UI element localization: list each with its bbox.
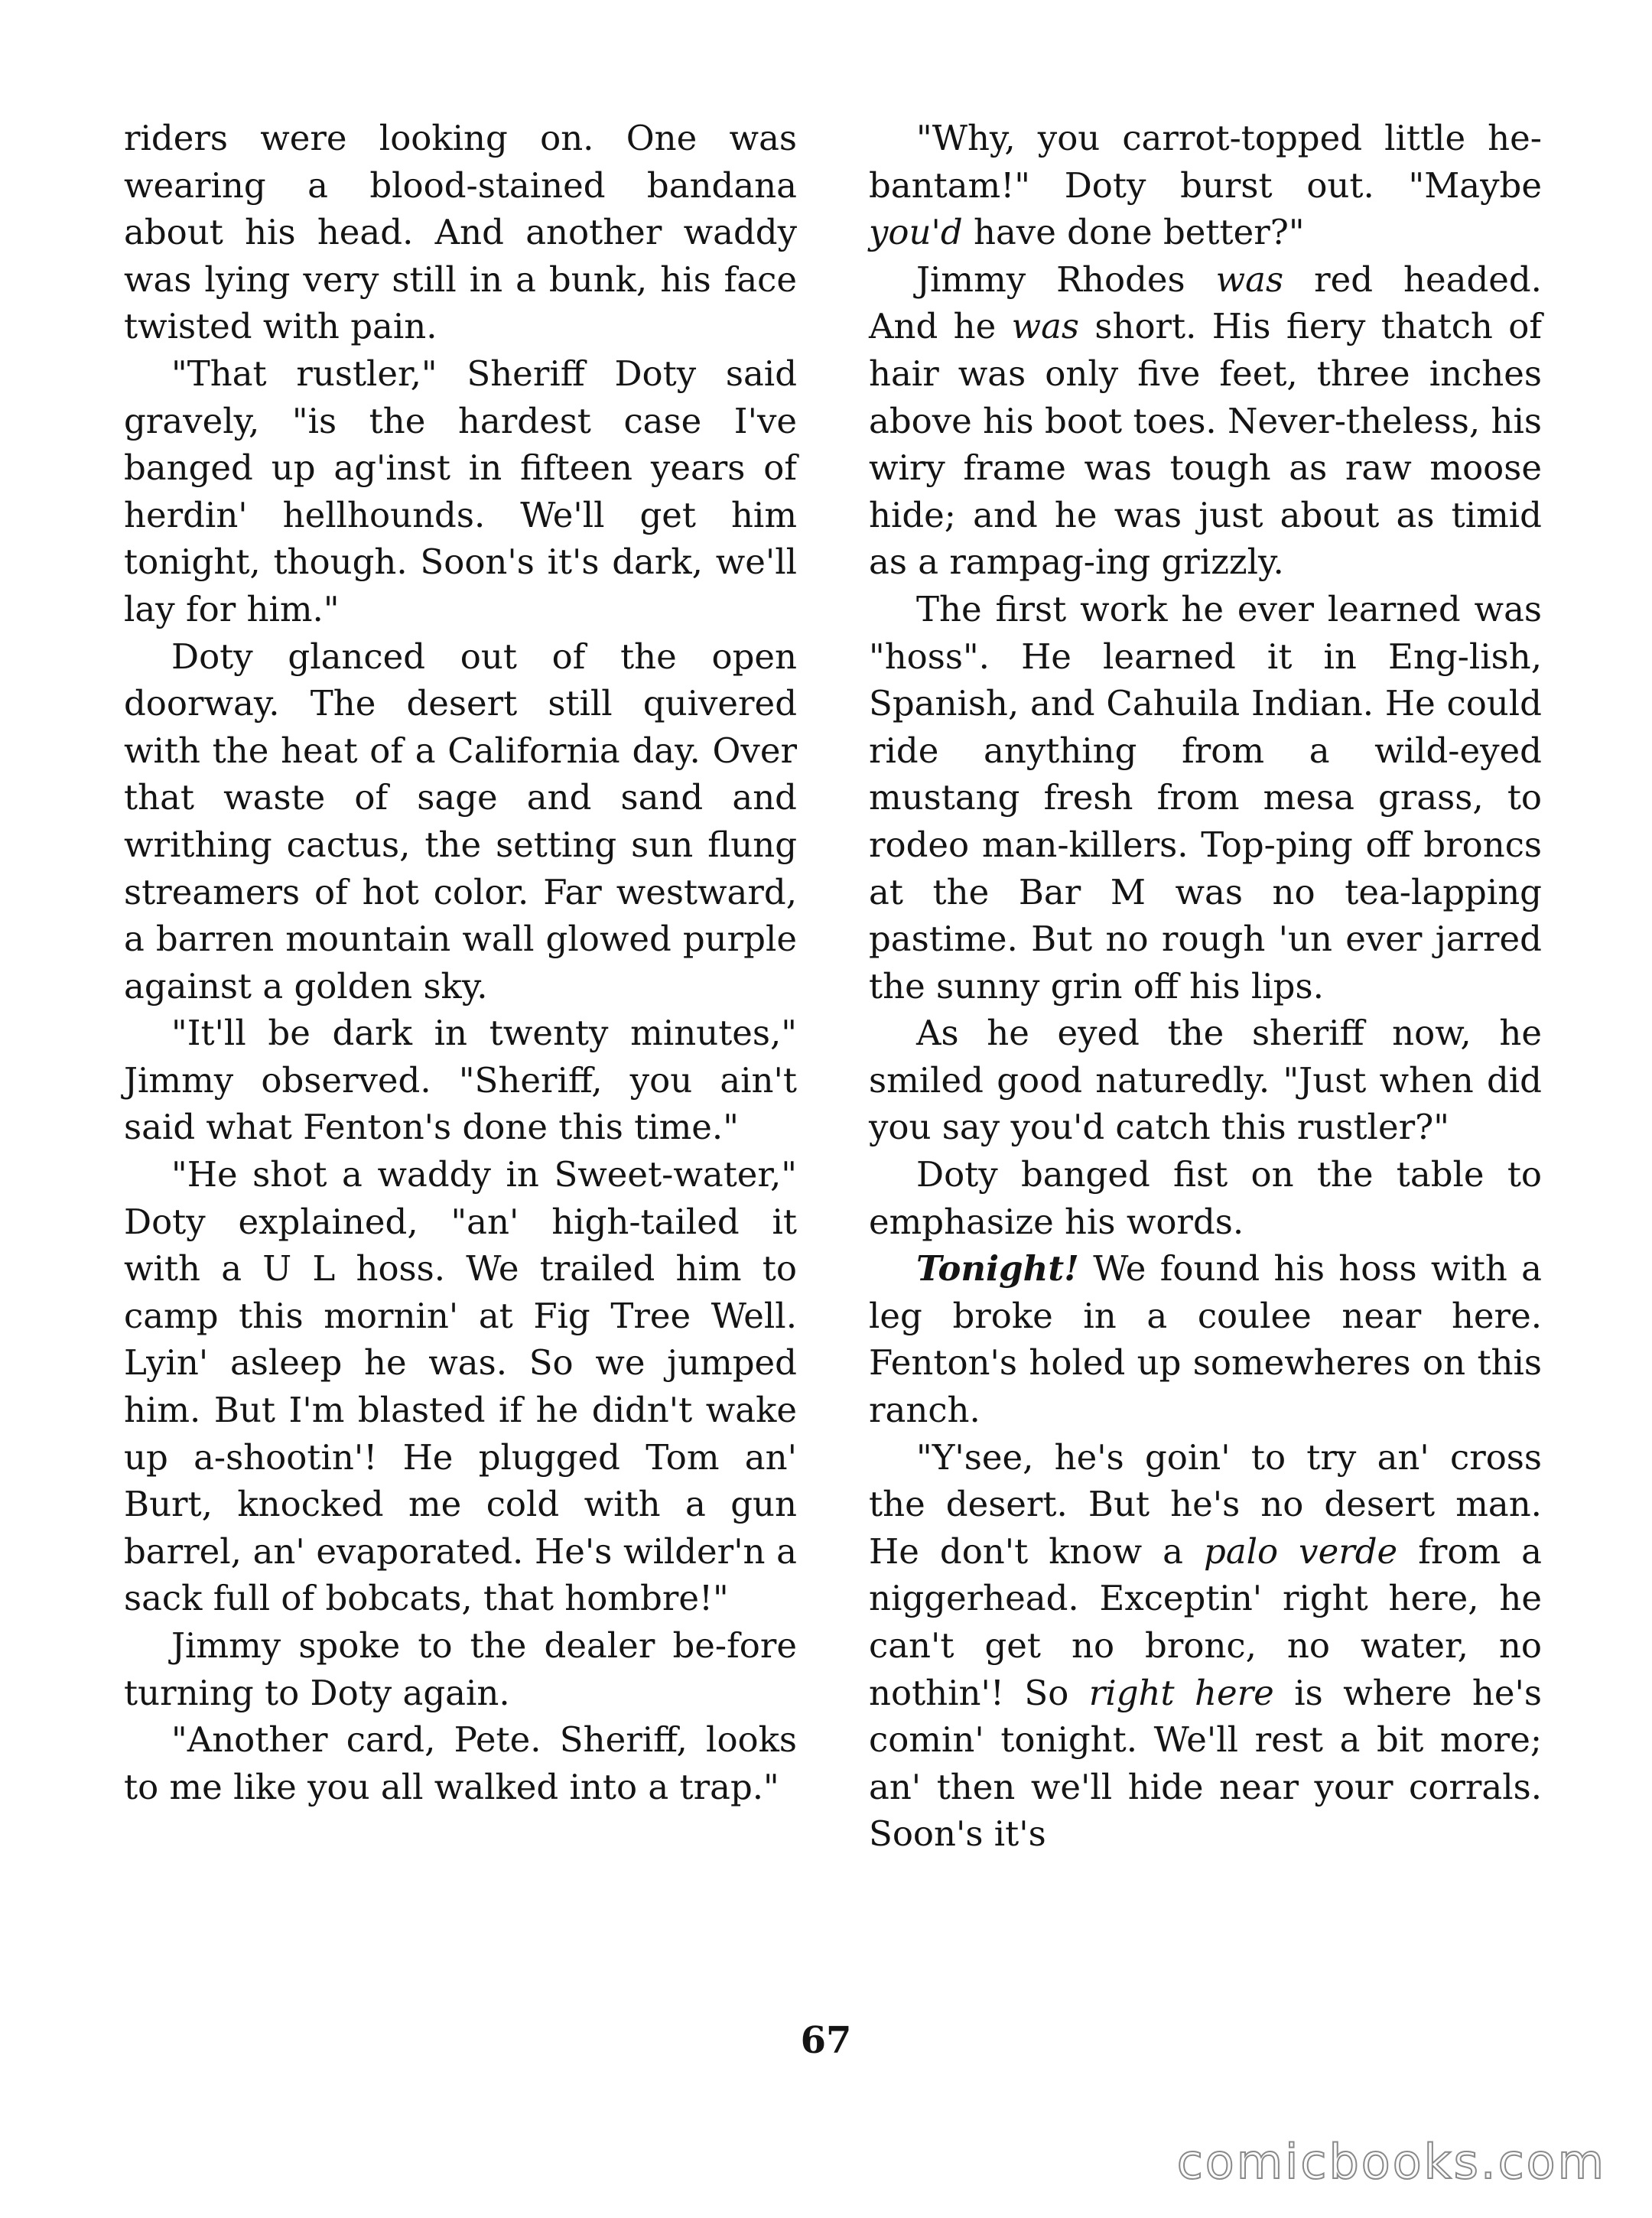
italic-text: right here (1088, 1672, 1274, 1713)
paragraph: "He shot a waddy in Sweet-water," Doty explained, "an' high-tailed it with a U L hoss. We trailed him to camp this mornin' at Fig Tree Well. Lyin' asleep he was. So we jumped him. But I'm blasted if he didn't wake up a-shootin'! He plugged Tom an' Burt, knocked me cold with a gun barrel, an' evaporated. He's wilder'n a sack full of bobcats, that hombre!" (124, 1154, 797, 1619)
italic-text: was (1011, 306, 1080, 347)
text-run: have done better?" (974, 212, 1305, 253)
italic-text: was (1215, 259, 1284, 300)
italic-text: you'd (869, 212, 963, 253)
right-text-column (869, 115, 1542, 1858)
paragraph (869, 1245, 1542, 1433)
paragraph: "That rustler," Sheriff Doty said gravely, "is the hardest case I've banged up ag'inst in fifteen years of herdin' hellhounds. We'll get him tonight, though. Soon's it's dark, we'll lay for him." (124, 353, 797, 629)
text-run: from a niggerhead. Exceptin' right here, he can't get no bronc, no water, no nothin'! So (869, 1530, 1542, 1713)
paragraph: As he eyed the sheriff now, he smiled good naturedly. "Just when did you say you'd catch this rustler?" (869, 1013, 1542, 1148)
paragraph: Doty glanced out of the open doorway. The desert still quivered with the heat of a California day. Over that waste of sage and sand and writhing cactus, the setting sun flung streamers of hot color. Far westward, a barren mountain wall glowed purple against a golden sky. (124, 636, 797, 1007)
text-run: is where he's comin' tonight. We'll rest a bit more; an' then we'll hide near your corrals. Soon's it's (869, 1672, 1542, 1855)
text-run: short. His fiery thatch of hair was only five feet, three inches above his boot toes. Never-theless, his wiry frame was tough as raw moose hide; and he was just about as timid as a rampag-ing grizzly. (869, 306, 1542, 583)
paragraph: Doty banged fist on the table to emphasize his words. (869, 1154, 1542, 1242)
paragraph: "It'll be dark in twenty minutes," Jimmy observed. "Sheriff, you ain't said what Fenton's done this time." (124, 1013, 797, 1148)
paragraph: The first work he ever learned was "hoss". He learned it in Eng-lish, Spanish, and Cahuila Indian. He could ride anything from a wild-eyed mustang fresh from mesa grass, to rodeo man-killers. Top-ping off broncs at the Bar M was no tea-lapping pastime. But no rough 'un ever jarred the sunny grin off his lips. (869, 588, 1542, 1007)
text-run: "Why, you carrot-topped little he-bantam!" Doty burst out. "Maybe (869, 118, 1542, 206)
paragraph: Jimmy spoke to the dealer be-fore turning to Doty again. (124, 1625, 797, 1713)
text-run: red headed. And he (869, 259, 1542, 347)
watermark: comicbooks.com (1176, 2134, 1606, 2190)
paragraph (869, 1434, 1542, 1858)
paragraph: "Another card, Pete. Sheriff, looks to me like you all walked into a trap." (124, 1719, 797, 1807)
italic-text: palo verde (1204, 1530, 1398, 1572)
paragraph (869, 256, 1542, 586)
page-number: 67 (800, 2019, 852, 2062)
paragraph: riders were looking on. One was wearing a blood-stained bandana about his head. And another waddy was lying very still in a bunk, his face twisted with pain. (124, 118, 797, 347)
paragraph (869, 115, 1542, 256)
text-run: We found his hoss with a leg broke in a coulee near here. Fenton's holed up somewheres on this ranch. (869, 1248, 1542, 1431)
text-run: Jimmy Rhodes (916, 259, 1185, 300)
italic-text: Tonight! (916, 1248, 1079, 1289)
left-text-column (124, 115, 797, 1810)
text-run: "Y'see, he's goin' to try an' cross the desert. But he's no desert man. He don't know a (869, 1436, 1542, 1572)
